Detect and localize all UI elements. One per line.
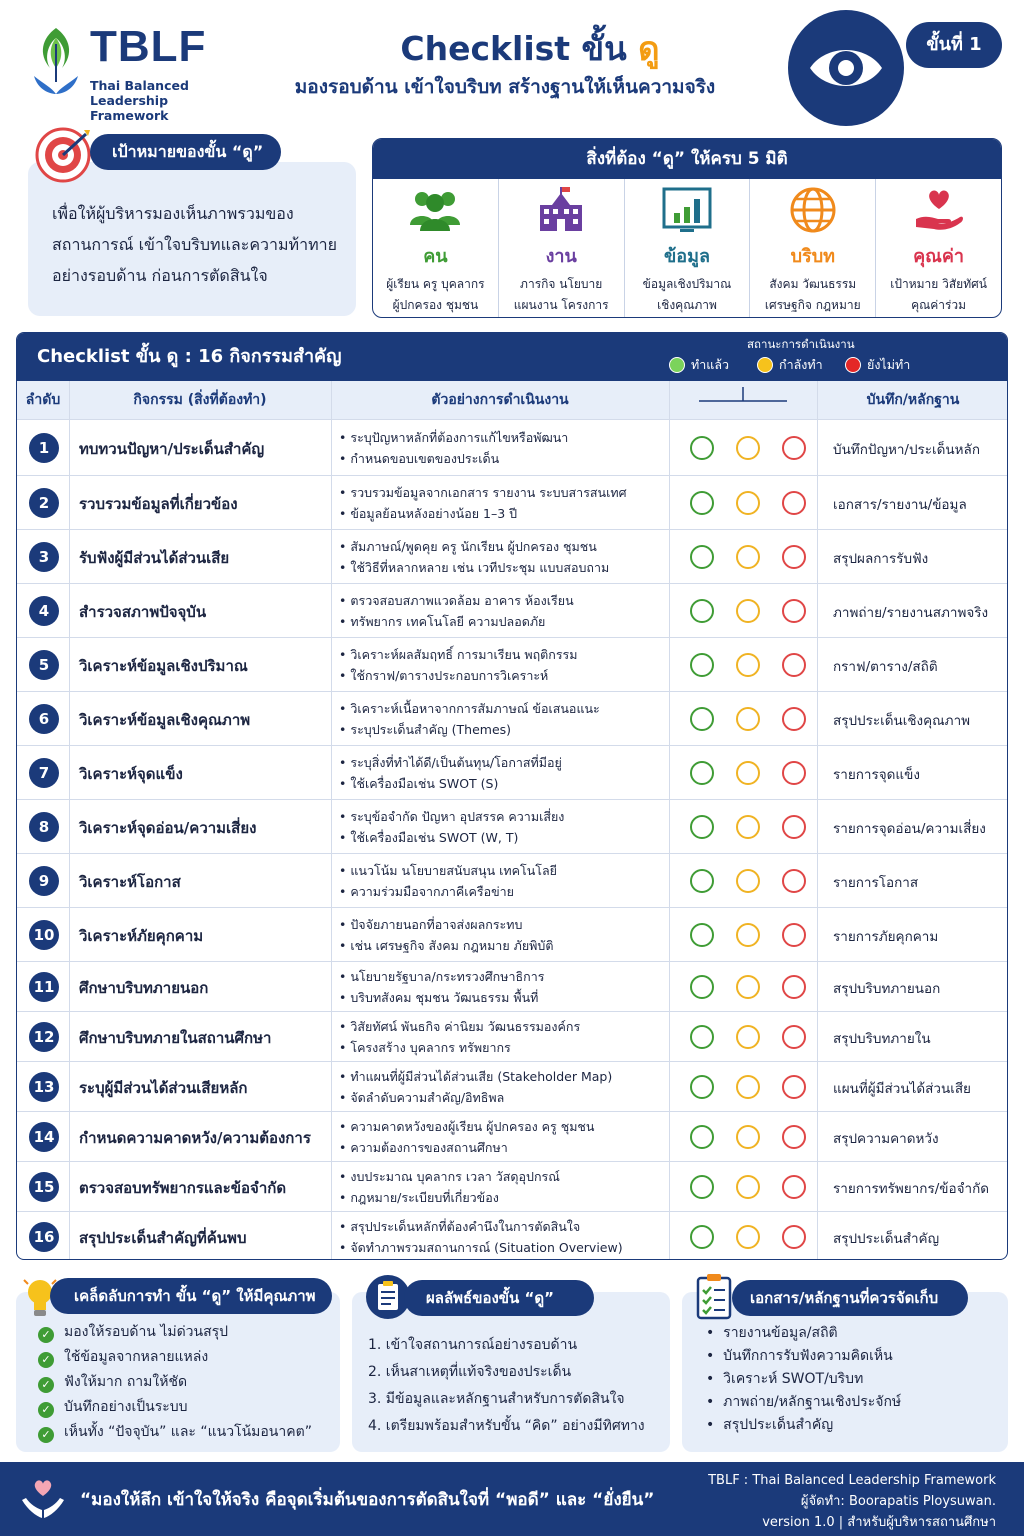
row-number: 11: [29, 972, 59, 1002]
example-item: • ทรัพยากร เทคโนโลยี ความปลอดภัย: [339, 611, 574, 632]
legend-notyet-label: ยังไม่ทำ: [867, 357, 911, 372]
checklist-title-bar: [17, 333, 1008, 381]
row-activity: วิเคราะห์โอกาส: [79, 873, 181, 891]
status-doing-radio[interactable]: [736, 1125, 760, 1149]
row-examples: [339, 644, 578, 686]
row-activity: วิเคราะห์ข้อมูลเชิงคุณภาพ: [79, 711, 251, 729]
table-row: [17, 529, 1008, 583]
row-examples: [339, 806, 564, 848]
row-examples: [339, 914, 553, 956]
document-item: • วิเคราะห์ SWOT/บริบท: [706, 1371, 864, 1387]
dimension-desc-line: ผู้ปกครอง ชุมชน: [392, 298, 479, 312]
row-examples: [339, 536, 609, 578]
example-item: • ความคาดหวังของผู้เรียน ผู้ปกครอง ครู ชุมชน: [339, 1116, 594, 1137]
page-footer: [0, 1462, 1024, 1536]
row-examples: [339, 1216, 623, 1258]
row-number: 13: [29, 1072, 59, 1102]
row-examples: [339, 1066, 612, 1108]
status-done-radio[interactable]: [690, 869, 714, 893]
table-row: [17, 799, 1008, 853]
checklist-title: Checklist ขั้น ดู : 16 กิจกรรมสำคัญ: [37, 346, 342, 367]
document-text: วิเคราะห์ SWOT/บริบท: [723, 1371, 864, 1387]
status-notyet-radio[interactable]: [782, 491, 806, 515]
tip-text: บันทึกอย่างเป็นระบบ: [64, 1399, 188, 1415]
row-number: 6: [29, 704, 59, 734]
status-notyet-radio[interactable]: [782, 1225, 806, 1249]
example-item: • ข้อมูลย้อนหลังอย่างน้อย 1–3 ปี: [339, 503, 627, 524]
row-activity: ระบุผู้มีส่วนได้ส่วนเสียหลัก: [79, 1079, 248, 1097]
row-number: 12: [29, 1022, 59, 1052]
page-subtitle: มองรอบด้าน เข้าใจบริบท สร้างฐานให้เห็นความจริง: [294, 76, 716, 98]
status-notyet-radio[interactable]: [782, 436, 806, 460]
example-item: • ตรวจสอบสภาพแวดล้อม อาคาร ห้องเรียน: [339, 590, 574, 611]
output-item: 4. เตรียมพร้อมสำหรับขั้น “คิด” อย่างมีทิศทาง: [368, 1418, 645, 1434]
row-number: 7: [29, 758, 59, 788]
brand-name: TBLF: [90, 22, 207, 71]
dimension-desc-line: เป้าหมาย วิสัยทัศน์: [890, 277, 987, 291]
row-number: 14: [29, 1122, 59, 1152]
checklist-table: [16, 332, 1008, 1260]
table-row: [17, 1211, 1008, 1260]
example-item: • รวบรวมข้อมูลจากเอกสาร รายงาน ระบบสารสนเทศ: [339, 482, 627, 503]
dimension-desc-line: ผู้เรียน ครู บุคลากร: [386, 277, 485, 291]
status-notyet-radio[interactable]: [782, 707, 806, 731]
example-item: • วิเคราะห์ผลสัมฤทธิ์ การมาเรียน พฤติกรรม: [339, 644, 578, 665]
eye-icon: [788, 10, 904, 126]
example-item: • ใช้วิธีที่หลากหลาย เช่น เวทีประชุม แบบสอบถาม: [339, 557, 609, 578]
title-prefix: Checklist ขั้น: [400, 29, 627, 68]
table-row: [17, 583, 1008, 637]
dimension-desc-line: แผนงาน โครงการ: [513, 298, 609, 312]
dimension-desc: [750, 274, 875, 316]
table-row: [17, 637, 1008, 691]
example-item: • ใช้เครื่องมือเช่น SWOT (S): [339, 773, 562, 794]
dimension-people: [373, 179, 499, 317]
example-item: • กฎหมาย/ระเบียบที่เกี่ยวข้อง: [339, 1187, 560, 1208]
tips-label: เคล็ดลับการทำ ขั้น “ดู” ให้มีคุณภาพ: [50, 1278, 332, 1314]
status-doing-radio[interactable]: [736, 1175, 760, 1199]
status-bracket-icon: [669, 381, 817, 419]
table-row: [17, 853, 1008, 907]
row-evidence: รายการภัยคุกคาม: [833, 929, 939, 945]
example-item: • วิสัยทัศน์ พันธกิจ ค่านิยม วัฒนธรรมองค์กร: [339, 1016, 580, 1037]
status-notyet-radio[interactable]: [782, 1075, 806, 1099]
output-item: 1. เข้าใจสถานการณ์อย่างรอบด้าน: [368, 1337, 578, 1353]
goal-text-line: สถานการณ์ เข้าใจบริบทและความท้าทาย: [52, 235, 337, 254]
goal-text: [52, 198, 352, 291]
row-activity: วิเคราะห์จุดแข็ง: [79, 765, 183, 783]
header-no: ลำดับ: [17, 381, 69, 419]
row-examples: [339, 1166, 560, 1208]
status-doing-radio[interactable]: [736, 975, 760, 999]
document-item: • สรุปประเด็นสำคัญ: [706, 1417, 834, 1433]
goal-text-line: เพื่อให้ผู้บริหารมองเห็นภาพรวมของ: [52, 204, 294, 223]
status-done-radio[interactable]: [690, 707, 714, 731]
status-notyet-radio[interactable]: [782, 545, 806, 569]
dimensions-title: สิ่งที่ต้อง “ดู” ให้ครบ 5 มิติ: [373, 139, 1001, 179]
table-row: [17, 1161, 1008, 1211]
status-notyet-radio[interactable]: [782, 815, 806, 839]
page-header: [0, 0, 1024, 125]
status-done-radio[interactable]: [690, 545, 714, 569]
example-item: • ความต้องการของสถานศึกษา: [339, 1137, 594, 1158]
example-item: • วิเคราะห์เนื้อหาจากการสัมภาษณ์ ข้อเสนอแนะ: [339, 698, 600, 719]
status-notyet-radio[interactable]: [782, 869, 806, 893]
status-notyet-radio[interactable]: [782, 975, 806, 999]
row-evidence: สรุปบริบทภายนอก: [833, 981, 941, 997]
title-accent: ดู: [638, 29, 660, 68]
row-evidence: รายการโอกาส: [833, 875, 919, 891]
brand-subtitle-line2: Leadership Framework: [90, 93, 169, 123]
tip-text: เห็นทั้ง “ปัจจุบัน” และ “แนวโน้มอนาคต”: [64, 1424, 312, 1440]
dimension-desc-line: สังคม วัฒนธรรม: [769, 277, 857, 291]
row-evidence: สรุปบริบทภายใน: [833, 1031, 931, 1047]
row-examples: [339, 966, 544, 1008]
dimension-desc: [373, 274, 498, 316]
dimension-desc-line: เชิงคุณภาพ: [657, 298, 717, 312]
dimension-desc-line: เศรษฐกิจ กฎหมาย: [764, 298, 861, 312]
row-examples: [339, 590, 574, 632]
status-doing-radio[interactable]: [736, 1225, 760, 1249]
globe-icon: [786, 185, 840, 235]
check-icon: ✓: [38, 1377, 54, 1393]
status-legend-title: สถานะการดำเนินงาน: [747, 337, 855, 351]
example-item: • งบประมาณ บุคลากร เวลา วัสดุอุปกรณ์: [339, 1166, 560, 1187]
row-evidence: สรุปประเด็นสำคัญ: [833, 1231, 940, 1247]
dimensions-panel: [372, 138, 1002, 318]
row-activity: วิเคราะห์จุดอ่อน/ความเสี่ยง: [79, 819, 257, 837]
green-dot-icon: [669, 357, 685, 373]
status-done-radio[interactable]: [690, 436, 714, 460]
example-item: • บริบทสังคม ชุมชน วัฒนธรรม พื้นที่: [339, 987, 544, 1008]
tips-list: [38, 1320, 312, 1445]
dimension-context: [750, 179, 876, 317]
row-number: 2: [29, 488, 59, 518]
row-evidence: บันทึกปัญหา/ประเด็นหลัก: [833, 442, 980, 458]
checklist-clipboard-icon: [692, 1272, 736, 1320]
table-row: [17, 691, 1008, 745]
status-done-radio[interactable]: [690, 761, 714, 785]
footer-line: TBLF : Thai Balanced Leadership Framework: [708, 1473, 996, 1488]
check-icon: ✓: [38, 1327, 54, 1343]
tip-item: [38, 1320, 312, 1345]
example-item: • สัมภาษณ์/พูดคุย ครู นักเรียน ผู้ปกครอง ชุมชน: [339, 536, 609, 557]
tip-text: ใช้ข้อมูลจากหลายแหล่ง: [64, 1349, 209, 1365]
check-icon: ✓: [38, 1427, 54, 1443]
documents-label: เอกสาร/หลักฐานที่ควรจัดเก็บ: [732, 1280, 968, 1316]
document-item: • ภาพถ่าย/หลักฐานเชิงประจักษ์: [706, 1394, 902, 1410]
row-evidence: สรุปประเด็นเชิงคุณภาพ: [833, 713, 971, 729]
row-evidence: รายการจุดอ่อน/ความเสี่ยง: [833, 821, 986, 837]
tip-item: [38, 1370, 312, 1395]
status-done-radio[interactable]: [690, 491, 714, 515]
footer-quote: “มองให้ลึก เข้าใจให้จริง คือจุดเริ่มต้นของการตัดสินใจที่ “พอดี” และ “ยั่งยืน”: [80, 1490, 655, 1510]
row-examples: [339, 752, 562, 794]
row-examples: [339, 1016, 580, 1058]
goal-text-line: อย่างรอบด้าน ก่อนการตัดสินใจ: [52, 266, 268, 285]
table-row: [17, 961, 1008, 1011]
row-activity: รับฟังผู้มีส่วนได้ส่วนเสีย: [79, 549, 230, 567]
example-item: • ระบุสิ่งที่ทำได้ดี/เป็นต้นทุน/โอกาสที่มีอยู่: [339, 752, 562, 773]
status-doing-radio[interactable]: [736, 761, 760, 785]
dimension-desc-line: ข้อมูลเชิงปริมาณ: [642, 277, 732, 291]
row-activity: วิเคราะห์ข้อมูลเชิงปริมาณ: [79, 657, 248, 675]
output-item: 3. มีข้อมูลและหลักฐานสำหรับการตัดสินใจ: [368, 1391, 625, 1407]
row-evidence: สรุปผลการรับฟัง: [833, 551, 929, 567]
status-done-radio[interactable]: [690, 815, 714, 839]
row-evidence: สรุปความคาดหวัง: [833, 1131, 939, 1147]
legend-doing-label: กำลังทำ: [779, 357, 823, 372]
dimension-name: งาน: [545, 246, 577, 267]
document-text: รายงานข้อมูล/สถิติ: [723, 1325, 838, 1341]
tip-item: [38, 1395, 312, 1420]
school-building-icon: [534, 185, 588, 235]
row-evidence: เอกสาร/รายงาน/ข้อมูล: [833, 497, 967, 513]
tip-text: มองให้รอบด้าน ไม่ด่วนสรุป: [64, 1324, 229, 1340]
dimensions-row: [373, 179, 1001, 317]
legend-done-label: ทำแล้ว: [691, 357, 729, 372]
dimension-name: บริบท: [790, 246, 835, 267]
tblf-logo: [28, 22, 248, 123]
dimension-data: [625, 179, 751, 317]
header-example: ตัวอย่างการดำเนินงาน: [331, 381, 669, 419]
header-evidence: บันทึก/หลักฐาน: [817, 381, 1008, 419]
dimension-name: คน: [423, 246, 448, 267]
status-doing-radio[interactable]: [736, 1025, 760, 1049]
row-examples: [339, 427, 568, 469]
legend-doing: [757, 355, 823, 375]
tree-hands-logo-icon: [28, 24, 84, 104]
dimension-work: [499, 179, 625, 317]
status-notyet-radio[interactable]: [782, 1175, 806, 1199]
step-badge: ขั้นที่ 1: [906, 22, 1002, 68]
status-doing-radio[interactable]: [736, 599, 760, 623]
table-row: [17, 745, 1008, 799]
row-number: 5: [29, 650, 59, 680]
outputs-label: ผลลัพธ์ของขั้น “ดู”: [404, 1280, 594, 1316]
page-title: [300, 22, 760, 75]
brand-subtitle: [90, 78, 248, 123]
documents-list: [706, 1322, 901, 1437]
table-row: [17, 907, 1008, 961]
example-item: • นโยบายรัฐบาล/กระทรวงศึกษาธิการ: [339, 966, 544, 987]
status-doing-radio[interactable]: [736, 923, 760, 947]
status-notyet-radio[interactable]: [782, 761, 806, 785]
document-text: บันทึกการรับฟังความคิดเห็น: [723, 1348, 893, 1364]
tip-text: ฟังให้มาก ถามให้ชัด: [64, 1374, 188, 1390]
example-item: • โครงสร้าง บุคลากร ทรัพยากร: [339, 1037, 580, 1058]
heart-hand-icon: [912, 185, 966, 235]
status-notyet-radio[interactable]: [782, 1025, 806, 1049]
red-dot-icon: [845, 357, 861, 373]
example-item: • กำหนดขอบเขตของประเด็น: [339, 448, 568, 469]
example-item: • ระบุประเด็นสำคัญ (Themes): [339, 719, 600, 740]
example-item: • ระบุข้อจำกัด ปัญหา อุปสรรค ความเสี่ยง: [339, 806, 564, 827]
status-notyet-radio[interactable]: [782, 923, 806, 947]
check-icon: ✓: [38, 1402, 54, 1418]
status-done-radio[interactable]: [690, 1225, 714, 1249]
status-done-radio[interactable]: [690, 653, 714, 677]
row-number: 1: [29, 433, 59, 463]
row-number: 15: [29, 1172, 59, 1202]
footer-credits: [708, 1470, 996, 1533]
output-item: 2. เห็นสาเหตุที่แท้จริงของประเด็น: [368, 1364, 572, 1380]
status-done-radio[interactable]: [690, 1125, 714, 1149]
footer-line: version 1.0 | สำหรับผู้บริหารสถานศึกษา: [762, 1515, 996, 1530]
row-number: 4: [29, 596, 59, 626]
table-row: [17, 419, 1008, 475]
status-notyet-radio[interactable]: [782, 653, 806, 677]
status-done-radio[interactable]: [690, 1175, 714, 1199]
brand-subtitle-line1: Thai Balanced: [90, 78, 189, 93]
legend-notyet: [845, 355, 910, 375]
dimension-desc-line: ภารกิจ นโยบาย: [520, 277, 603, 291]
row-evidence: แผนที่ผู้มีส่วนได้ส่วนเสีย: [833, 1081, 971, 1097]
row-evidence: ภาพถ่าย/รายงานสภาพจริง: [833, 605, 989, 621]
document-item: • รายงานข้อมูล/สถิติ: [706, 1325, 838, 1341]
status-doing-radio[interactable]: [736, 545, 760, 569]
row-activity: สรุปประเด็นสำคัญที่ค้นพบ: [79, 1229, 247, 1247]
row-examples: [339, 698, 600, 740]
example-item: • จัดทำภาพรวมสถานการณ์ (Situation Overview): [339, 1237, 623, 1258]
example-item: • ใช้เครื่องมือเช่น SWOT (W, T): [339, 827, 564, 848]
document-text: สรุปประเด็นสำคัญ: [723, 1417, 834, 1433]
status-notyet-radio[interactable]: [782, 1125, 806, 1149]
example-item: • ทำแผนที่ผู้มีส่วนได้ส่วนเสีย (Stakeholder Map): [339, 1066, 612, 1087]
check-icon: ✓: [38, 1352, 54, 1368]
row-activity: วิเคราะห์ภัยคุกคาม: [79, 927, 204, 945]
outputs-list: [368, 1332, 645, 1440]
row-activity: ศึกษาบริบทภายนอก: [79, 979, 209, 997]
footer-line: ผู้จัดทำ: Boorapatis Ploysuwan.: [800, 1494, 996, 1509]
tip-item: [38, 1345, 312, 1370]
table-row: [17, 1061, 1008, 1111]
dimension-name: ข้อมูล: [663, 246, 710, 267]
row-number: 16: [29, 1222, 59, 1252]
example-item: • ปัจจัยภายนอกที่อาจส่งผลกระทบ: [339, 914, 553, 935]
row-activity: ทบทวนปัญหา/ประเด็นสำคัญ: [79, 440, 265, 458]
row-examples: [339, 860, 557, 902]
example-item: • สรุปประเด็นหลักที่ต้องคำนึงในการตัดสินใจ: [339, 1216, 623, 1237]
tip-item: [38, 1420, 312, 1445]
row-activity: รวบรวมข้อมูลที่เกี่ยวข้อง: [79, 495, 238, 513]
example-item: • จัดลำดับความสำคัญ/อิทธิพล: [339, 1087, 612, 1108]
example-item: • ความร่วมมือจากภาคีเครือข่าย: [339, 881, 557, 902]
row-number: 10: [29, 920, 59, 950]
dimension-desc: [499, 274, 624, 316]
table-row: [17, 1011, 1008, 1061]
status-doing-radio[interactable]: [736, 491, 760, 515]
example-item: • ระบุปัญหาหลักที่ต้องการแก้ไขหรือพัฒนา: [339, 427, 568, 448]
dimension-name: คุณค่า: [913, 246, 965, 267]
example-item: • เช่น เศรษฐกิจ สังคม กฎหมาย ภัยพิบัติ: [339, 935, 553, 956]
row-activity: ศึกษาบริบทภายในสถานศึกษา: [79, 1029, 272, 1047]
status-doing-radio[interactable]: [736, 815, 760, 839]
row-activity: สำรวจสภาพปัจจุบัน: [79, 603, 207, 621]
table-row: [17, 475, 1008, 529]
people-icon: [408, 185, 462, 235]
status-doing-radio[interactable]: [736, 869, 760, 893]
dimension-value: [876, 179, 1001, 317]
header-activity: กิจกรรม (สิ่งที่ต้องทำ): [69, 381, 331, 419]
target-icon: [34, 126, 92, 184]
status-done-radio[interactable]: [690, 923, 714, 947]
document-text: ภาพถ่าย/หลักฐานเชิงประจักษ์: [723, 1394, 902, 1410]
row-number: 9: [29, 866, 59, 896]
row-examples: [339, 1116, 594, 1158]
status-doing-radio[interactable]: [736, 653, 760, 677]
dimension-desc-line: คุณค่าร่วม: [911, 298, 967, 312]
dimension-desc: [876, 274, 1001, 316]
status-doing-radio[interactable]: [736, 1075, 760, 1099]
heart-hands-icon: [20, 1476, 66, 1522]
status-doing-radio[interactable]: [736, 707, 760, 731]
table-row: [17, 1111, 1008, 1161]
status-notyet-radio[interactable]: [782, 599, 806, 623]
row-evidence: รายการทรัพยากร/ข้อจำกัด: [833, 1181, 990, 1197]
header-status: [669, 381, 817, 419]
legend-done: [669, 355, 729, 375]
status-done-radio[interactable]: [690, 1025, 714, 1049]
row-evidence: กราฟ/ตาราง/สถิติ: [833, 659, 938, 675]
status-done-radio[interactable]: [690, 1075, 714, 1099]
row-activity: ตรวจสอบทรัพยากรและข้อจำกัด: [79, 1179, 287, 1197]
row-examples: [339, 482, 627, 524]
dimension-desc: [625, 274, 750, 316]
row-evidence: รายการจุดแข็ง: [833, 767, 920, 783]
bar-chart-icon: [660, 185, 714, 235]
status-doing-radio[interactable]: [736, 436, 760, 460]
example-item: • แนวโน้ม นโยบายสนับสนุน เทคโนโลยี: [339, 860, 557, 881]
example-item: • ใช้กราฟ/ตารางประกอบการวิเคราะห์: [339, 665, 578, 686]
status-done-radio[interactable]: [690, 599, 714, 623]
row-number: 8: [29, 812, 59, 842]
yellow-dot-icon: [757, 357, 773, 373]
document-item: • บันทึกการรับฟังความคิดเห็น: [706, 1348, 893, 1364]
status-done-radio[interactable]: [690, 975, 714, 999]
row-activity: กำหนดความคาดหวัง/ความต้องการ: [79, 1129, 311, 1147]
goal-label: เป้าหมายของขั้น “ดู”: [90, 134, 281, 170]
row-number: 3: [29, 542, 59, 572]
